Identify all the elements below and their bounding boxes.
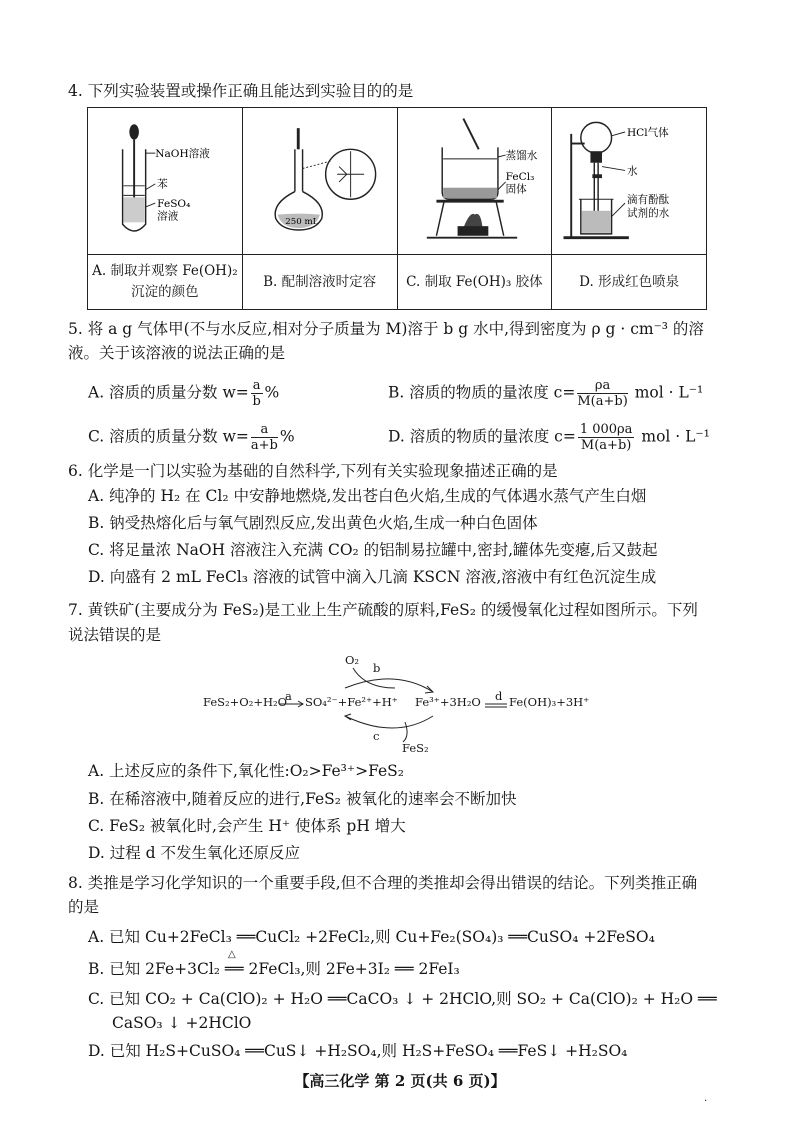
- label-feso4: FeSO₄: [157, 197, 191, 210]
- q6-option-d: D. 向盛有 2 mL FeCl₃ 溶液的试管中滴入几滴 KSCN 溶液,溶液中有红色沉淀生成: [88, 568, 657, 586]
- q5-c-denominator: a+b: [250, 438, 278, 453]
- q4-figure-b: [242, 108, 397, 255]
- q7-option-a: A. 上述反应的条件下,氧化性:O₂>Fe³⁺>FeS₂: [88, 762, 404, 780]
- q7-option-c: C. FeS₂ 被氧化时,会产生 H⁺ 使体系 pH 增大: [88, 817, 406, 835]
- q6-stem: 6. 化学是一门以实验为基础的自然科学,下列有关实验现象描述正确的是: [68, 462, 558, 480]
- q5-option-d: [388, 422, 710, 453]
- q5-c-numerator: a: [251, 422, 278, 438]
- q5-b-fraction: [577, 378, 627, 409]
- q5-b-suffix: mol · L⁻¹: [634, 383, 704, 402]
- diagram-products: Fe(OH)₃+3H⁺: [509, 695, 590, 709]
- label-reagent-water: 试剂的水: [627, 207, 670, 220]
- q8-option-b: B. 已知 2Fe+3Cl₂ ══ 2FeCl₃,则 2Fe+3I₂ ══ 2FeI₃: [88, 960, 460, 978]
- q7-stem-2: 说法错误的是: [68, 626, 162, 644]
- q6-option-b: B. 钠受热熔化后与氧气剧烈反应,发出黄色火焰,生成一种白色固体: [88, 514, 538, 532]
- q4-caption-c: C. 制取 Fe(OH)₃ 胶体: [397, 255, 552, 310]
- diagram-label-d: d: [495, 689, 503, 703]
- q4-caption-a-line1: A. 制取并观察 Fe(OH)₂: [92, 263, 238, 279]
- diagram-label-a: a: [285, 689, 292, 703]
- beaker-heating-figure: [398, 108, 552, 254]
- q8-option-c-line2: CaSO₃ ↓ +2HClO: [112, 1014, 252, 1032]
- q8-stem-1: 8. 类推是学习化学知识的一个重要手段,但不合理的类推却会得出错误的结论。下列类推正确: [68, 874, 698, 892]
- corner-dot: .: [704, 1093, 708, 1104]
- q4-figure-a: [88, 108, 243, 255]
- fes2-oxidation-diagram: [195, 650, 605, 755]
- q8-option-a: A. 已知 Cu+2FeCl₃ ══CuCl₂ +2FeCl₂,则 Cu+Fe₂(SO₄)₃ ══CuSO₄ +2FeSO₄: [88, 928, 655, 946]
- q6-option-a: A. 纯净的 H₂ 在 Cl₂ 中安静地燃烧,发出苍白色火焰,生成的气体遇水蒸气产生白烟: [88, 487, 647, 505]
- q5-a-suffix: %: [264, 383, 280, 402]
- label-solid: 固体: [505, 183, 527, 196]
- q7-option-d: D. 过程 d 不发生氧化还原反应: [88, 844, 301, 862]
- label-solution: 溶液: [157, 210, 179, 223]
- label-hcl: HCl气体: [627, 126, 669, 139]
- label-250ml: 250 mL: [285, 217, 319, 228]
- q5-option-a: [88, 378, 279, 409]
- label-phenol: 滴有酚酞: [627, 194, 670, 207]
- q4-figure-d: [552, 108, 707, 255]
- q6-option-c: C. 将足量浓 NaOH 溶液注入充满 CO₂ 的铝制易拉罐中,密封,罐体先变瘪,后又鼓起: [88, 541, 658, 559]
- q5-b-denominator: M(a+b): [577, 394, 628, 409]
- q5-stem-2: 液。关于该溶液的说法正确的是: [68, 344, 286, 362]
- test-tube-dropper-figure: [88, 108, 242, 254]
- label-water: 蒸馏水: [505, 149, 537, 162]
- q4-stem: 4. 下列实验装置或操作正确且能达到实验目的的是: [68, 82, 414, 100]
- diagram-label-c: c: [373, 729, 380, 743]
- q8-b-delta: △: [228, 949, 236, 960]
- q4-figure-c: [397, 108, 552, 255]
- q8-option-d: D. 已知 H₂S+CuSO₄ ══CuS↓ +H₂SO₄,则 H₂S+FeSO₄ ══FeS↓ +H₂SO₄: [88, 1042, 628, 1060]
- arc-b: [345, 679, 433, 692]
- q5-d-numerator: 1 000ρa: [579, 422, 633, 437]
- q5-d-fraction: [578, 422, 635, 453]
- diagram-fe3: Fe³⁺+3H₂O: [415, 695, 481, 709]
- q5-stem-1: 5. 将 a g 气体甲(不与水反应,相对分子质量为 M)溶于 b g 水中,得到密度为 ρ g · cm⁻³ 的溶: [68, 320, 704, 338]
- q8-option-c-line1: C. 已知 CO₂ + Ca(ClO)₂ + H₂O ══CaCO₃ ↓ + 2HClO,则 SO₂ + Ca(ClO)₂ + H₂O ══: [88, 990, 717, 1008]
- diagram-label-b: b: [373, 661, 381, 675]
- arc-c: [345, 716, 433, 728]
- q7-stem-1: 7. 黄铁矿(主要成分为 FeS₂)是工业上生产硫酸的原料,FeS₂ 的缓慢氧化过程如图所示。下列: [68, 601, 698, 619]
- q4-caption-a-line2: 沉淀的颜色: [131, 284, 199, 300]
- q5-a-fraction: [251, 378, 263, 409]
- q5-option-b: [388, 378, 703, 409]
- diagram-reactants: FeS₂+O₂+H₂O: [203, 695, 288, 709]
- q5-b-prefix: B. 溶质的物质的量浓度 c=: [388, 383, 576, 402]
- diagram-intermediate: SO₄²⁻+Fe²⁺+H⁺: [305, 695, 398, 709]
- q5-c-suffix: %: [279, 427, 295, 446]
- label-benzene: 苯: [157, 178, 168, 191]
- q5-a-prefix: A. 溶质的质量分数 w=: [88, 383, 249, 402]
- label-fecl3: FeCl₃: [505, 171, 534, 184]
- label-naoh: NaOH溶液: [155, 147, 210, 160]
- q4-caption-a: [88, 255, 243, 310]
- q8-stem-2: 的是: [68, 898, 100, 916]
- diagram-o2: O₂: [345, 653, 360, 667]
- q5-a-numerator: a: [252, 378, 261, 393]
- diagram-fes2: FeS₂: [402, 741, 429, 755]
- q5-b-numerator: ρa: [577, 378, 627, 394]
- volumetric-flask-figure: [243, 108, 397, 254]
- q5-a-denominator: b: [252, 394, 261, 409]
- q5-c-fraction: [251, 422, 278, 453]
- fountain-figure: [552, 108, 706, 254]
- q5-c-prefix: C. 溶质的质量分数 w=: [88, 427, 249, 446]
- q7-option-b: B. 在稀溶液中,随着反应的进行,FeS₂ 被氧化的速率会不断加快: [88, 790, 517, 808]
- q5-d-prefix: D. 溶质的物质的量浓度 c=: [388, 427, 576, 446]
- q4-caption-b: B. 配制溶液时定容: [242, 255, 397, 310]
- q4-caption-d: D. 形成红色喷泉: [552, 255, 707, 310]
- q5-option-c: [88, 422, 295, 453]
- q4-apparatus-table: [87, 107, 707, 310]
- q5-d-denominator: M(a+b): [580, 438, 632, 453]
- page-footer: 【高三化学 第 2 页(共 6 页)】: [294, 1072, 506, 1090]
- label-shui: 水: [627, 165, 638, 178]
- q5-d-suffix: mol · L⁻¹: [641, 427, 710, 446]
